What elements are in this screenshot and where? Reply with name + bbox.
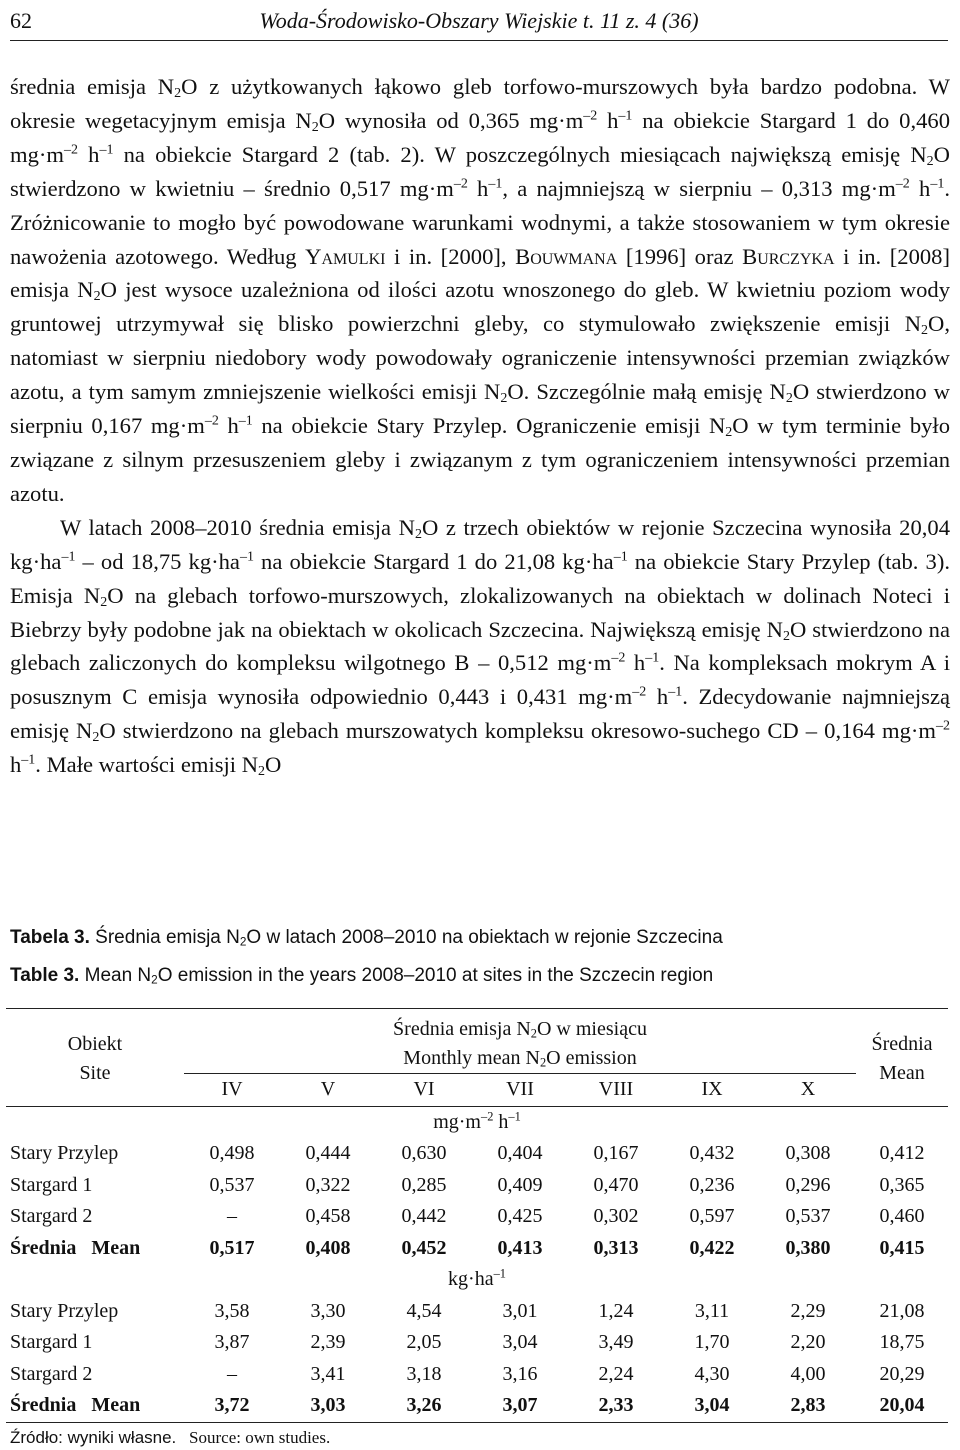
text-run: O wynosiła od 0,365 mg·m — [318, 107, 584, 133]
month-header: V — [280, 1074, 376, 1107]
table-row — [6, 1327, 948, 1359]
table-cell: 3,72 — [184, 1390, 280, 1422]
site-name: Stary Przylep — [10, 1299, 119, 1322]
text-run: Średnia emisja N — [89, 927, 240, 948]
text-run: –2 — [895, 176, 910, 192]
table-cell: 0,630 — [401, 1142, 447, 1165]
table-cell: 4,30 — [694, 1362, 730, 1385]
table-cell: 3,07 — [472, 1390, 568, 1422]
unit-row — [6, 1264, 948, 1296]
text-run: h — [625, 650, 646, 676]
text-run: O w latach 2008–2010 na obiektach w rejonie Szczecina — [246, 927, 723, 948]
text-run: Obiekt — [67, 1033, 123, 1056]
text-run: na obiekcie Stargard 1 do 21,08 kg·ha — [253, 548, 614, 574]
table-cell: 21,08 — [879, 1299, 925, 1322]
table-cell: 0,537 — [785, 1205, 831, 1228]
unit-label — [6, 1264, 948, 1296]
text-run: Mean — [879, 1062, 925, 1085]
table-cell: 20,29 — [879, 1362, 925, 1385]
table-cell: 2,24 — [598, 1362, 634, 1385]
text-run: i in. [2000], — [385, 243, 516, 269]
text-run: h — [10, 752, 22, 778]
text-run: 2 — [174, 86, 182, 102]
emission-table — [6, 1008, 948, 1423]
table-cell: 0,167 — [593, 1142, 639, 1165]
table-cell: – — [227, 1362, 237, 1385]
table-cell: 3,11 — [694, 1299, 730, 1322]
table-caption-en — [10, 965, 713, 987]
table-cell: 0,460 — [879, 1205, 925, 1228]
text-run: –1 — [668, 684, 683, 700]
text-run: . Na kompleksach mokrym A i posusznym C emisja wynosiła odpowiednio 0,443 i 0,431 mg·m — [10, 650, 950, 710]
text-run: 2 — [725, 425, 733, 441]
text-run: na obiekcie Stary Przylep. Ograniczenie emisji N — [252, 413, 726, 439]
text-run: Monthly mean N — [403, 1047, 540, 1069]
text-run: –2 — [632, 684, 647, 700]
table-cell: 2,83 — [760, 1390, 856, 1422]
table-cell: 0,296 — [785, 1173, 831, 1196]
text-run: 2 — [311, 119, 319, 135]
table-cell: 2,39 — [310, 1331, 346, 1354]
journal-title: Woda-Środowisko-Obszary Wiejskie t. 11 z. 4 (36) — [259, 8, 699, 33]
text-run: –1 — [508, 1109, 521, 1124]
table-cell: 3,87 — [214, 1331, 250, 1354]
text-run: –2 — [453, 176, 468, 192]
table-cell: 2,33 — [568, 1390, 664, 1422]
table-cell: 0,432 — [689, 1142, 735, 1165]
table-cell: 0,415 — [879, 1236, 925, 1259]
month-header: X — [760, 1074, 856, 1107]
text-run: –2 — [63, 142, 78, 158]
text-run: kg·ha — [448, 1268, 494, 1291]
text-run: Site — [79, 1062, 111, 1085]
text-run: Table 3. — [10, 965, 80, 986]
table-cell: 3,58 — [214, 1299, 250, 1322]
text-run: 2 — [921, 323, 929, 339]
table-cell: 0,302 — [593, 1205, 639, 1228]
text-run: 2 — [500, 391, 508, 407]
table-cell: 0,322 — [305, 1173, 351, 1196]
text-run: O emission in the years 2008–2010 at sites in the Szczecin region — [157, 965, 714, 986]
text-run: O z trzech obiektów w rejonie Szczecina wynosiła 20,04 kg·ha — [10, 514, 950, 574]
table-cell: 0,444 — [305, 1142, 351, 1165]
text-run: O stwierdzono w kwietniu – średnio 0,517 mg·m — [10, 141, 950, 201]
text-run: O na glebach torfowo-murszowych, zlokalizowanych na obiektach w dolinach Noteci i Biebrzy były podobne jak na obiektach w okolicach Szczecina. Największą emisję N — [10, 582, 951, 642]
table-cell: 0,409 — [497, 1173, 543, 1196]
body-text — [10, 70, 950, 782]
table-cell: 3,26 — [376, 1390, 472, 1422]
text-run: na obiekcie Stargard 1 do 0,460 mg·m — [10, 107, 950, 167]
text-run: na obiekcie Stary Przylep (tab. 3). Emisja N — [10, 548, 950, 608]
month-header: VI — [376, 1074, 472, 1107]
site-name: Stargard 2 — [10, 1205, 93, 1228]
text-run: od 18,75 kg·ha — [93, 548, 240, 574]
text-run: 2 — [258, 764, 266, 780]
author-citation: Yamulki — [305, 243, 386, 269]
table-row — [6, 1138, 948, 1170]
table-source — [10, 1428, 330, 1448]
table-cell: 1,70 — [694, 1331, 730, 1354]
table-header-row — [6, 1009, 948, 1074]
text-run: 2 — [530, 1026, 537, 1041]
paragraph-2 — [10, 511, 950, 782]
text-run: Tabela 3. — [10, 927, 90, 948]
text-run: , a najmniejszą w sierpniu – 0,313 mg·m — [502, 175, 896, 201]
text-run: 2 — [785, 391, 793, 407]
text-run: 2 — [782, 628, 790, 644]
text-run: średnia emisja N — [10, 74, 175, 99]
text-run: Source: own studies. — [189, 1428, 331, 1447]
monthly-group-header — [184, 1009, 856, 1074]
text-run: O, natomiast w sierpniu niedobory wody powodowały ograniczenie intensywności przemian związków azotu, a tym samym zmniejszenie wielkości emisji N — [10, 311, 950, 405]
text-run: –2 — [611, 650, 626, 666]
site-header — [6, 1009, 184, 1107]
table-row-mean — [6, 1233, 948, 1265]
table-cell: 0,404 — [497, 1142, 543, 1165]
table-row-mean — [6, 1390, 948, 1422]
table-cell: 0,442 — [401, 1205, 447, 1228]
table-row — [6, 1201, 948, 1233]
table-cell: 0,597 — [689, 1205, 735, 1228]
table-cell: 0,412 — [879, 1142, 925, 1165]
text-run: h — [77, 141, 100, 167]
table-cell: 0,313 — [593, 1236, 639, 1259]
site-name: Stary Przylep — [10, 1142, 119, 1165]
table-cell: 2,29 — [790, 1299, 826, 1322]
text-run: . Zdecydowanie najmniejszą emisję N — [10, 684, 950, 744]
text-run: h — [467, 175, 489, 201]
text-run: . Zróżnicowanie to mogło być powodowane warunkami wodnymi, a także stosowaniem w tym okresie nawożenia azotowego. Według — [10, 175, 950, 269]
text-run: . Małe wartości emisji N — [35, 752, 259, 778]
table-cell: 0,365 — [879, 1173, 925, 1196]
text-run: 2 — [151, 973, 158, 987]
table-cell: 3,03 — [280, 1390, 376, 1422]
text-run: mg·m — [433, 1110, 481, 1133]
text-run: –1 — [21, 752, 36, 768]
text-run: – — [75, 548, 94, 574]
table-cell: 2,20 — [790, 1331, 826, 1354]
table-cell: 0,285 — [401, 1173, 447, 1196]
text-run: –2 — [481, 1109, 494, 1124]
mean-header — [856, 1009, 948, 1107]
text-run: 2 — [92, 730, 100, 746]
text-run: –1 — [613, 549, 628, 565]
table-cell: 0,308 — [785, 1142, 831, 1165]
text-run: h — [909, 175, 931, 201]
text-run: [1996] oraz — [617, 243, 743, 269]
table-row — [6, 1359, 948, 1391]
table-row — [6, 1296, 948, 1328]
month-header: IX — [664, 1074, 760, 1107]
site-name: Średnia Mean — [6, 1390, 184, 1422]
text-run: O jest wysoce uzależniona od ilości azotu wnoszonego do gleb. W kwietniu poziom wody gruntowej utrzymywał się blisko powierzchni gleby, co stymulowało zwiększenie emisji N — [10, 277, 950, 337]
text-run: O w miesiącu — [536, 1018, 647, 1040]
text-run: O — [265, 752, 282, 778]
table-cell: 0,498 — [209, 1142, 255, 1165]
table-cell: 0,425 — [497, 1205, 543, 1228]
text-run: –1 — [493, 1266, 506, 1281]
text-run: –1 — [930, 176, 945, 192]
running-header — [10, 4, 948, 41]
table-cell: 18,75 — [879, 1331, 925, 1354]
text-run: O w tym terminie było związane z silnym przesuszeniem gleby i związanym z tym ograniczeniem intensywności przemian azotu. — [10, 413, 950, 506]
text-run: O stwierdzono na glebach zaliczonych do kompleksu wilgotnego B – 0,512 mg·m — [10, 616, 950, 676]
text-run: –2 — [936, 718, 950, 734]
text-run: Źródło: wyniki własne. — [10, 1428, 177, 1447]
table-cell: 3,49 — [598, 1331, 634, 1354]
text-run: –1 — [238, 413, 253, 429]
table-cell: 0,422 — [689, 1236, 735, 1259]
text-run: O stwierdzono w sierpniu 0,167 mg·m — [10, 379, 950, 439]
month-header: VIII — [568, 1074, 664, 1107]
unit-row — [6, 1106, 948, 1138]
unit-label — [6, 1106, 948, 1138]
table-caption-pl — [10, 927, 723, 949]
table-cell: 3,04 — [502, 1331, 538, 1354]
table-cell: 3,41 — [310, 1362, 346, 1385]
site-name: Stargard 2 — [10, 1362, 93, 1385]
author-citation: Burczyka — [742, 243, 835, 269]
month-header: VII — [472, 1074, 568, 1107]
text-run: h — [646, 684, 669, 710]
text-run: na obiekcie Stargard 2 (tab. 2). W poszczególnych miesiącach największą emisję N — [113, 141, 927, 167]
text-run: O emission — [546, 1047, 637, 1069]
month-header: IV — [184, 1074, 280, 1107]
table-cell: 3,04 — [664, 1390, 760, 1422]
table-cell: 20,04 — [856, 1390, 948, 1422]
text-run: h — [218, 413, 239, 439]
table-cell: 0,236 — [689, 1173, 735, 1196]
table-cell: 0,458 — [305, 1205, 351, 1228]
text-run: 2 — [926, 153, 934, 169]
table-cell: 0,452 — [401, 1236, 447, 1259]
text-run: i in. [2008] emisja N — [10, 243, 950, 303]
site-name: Średnia Mean — [10, 1236, 141, 1259]
table-cell: 4,54 — [406, 1299, 442, 1322]
text-run: 2 — [539, 1055, 547, 1070]
table-cell: 0,470 — [593, 1173, 639, 1196]
text-run: –1 — [645, 650, 660, 666]
table-cell: 0,380 — [785, 1236, 831, 1259]
text-run: –2 — [583, 108, 598, 124]
text-run: –1 — [239, 549, 254, 565]
text-run: –1 — [99, 142, 114, 158]
text-run: 2 — [100, 594, 108, 610]
table-cell: 0,408 — [305, 1236, 351, 1259]
author-citation: Bouwmana — [515, 243, 618, 269]
table-cell: 0,537 — [209, 1173, 255, 1196]
text-run: h — [493, 1110, 509, 1133]
table-cell: 2,05 — [406, 1331, 442, 1354]
table-row — [6, 1170, 948, 1202]
table-cell: 1,24 — [598, 1299, 634, 1322]
table-cell: 3,18 — [406, 1362, 442, 1385]
site-name: Stargard 1 — [10, 1173, 93, 1196]
text-run: 2 — [93, 289, 101, 305]
text-run: –2 — [204, 413, 219, 429]
table-cell: 3,30 — [310, 1299, 346, 1322]
text-run: Średnia emisja N — [393, 1018, 531, 1040]
table-cell: 0,517 — [209, 1236, 255, 1259]
site-name: Stargard 1 — [10, 1331, 93, 1354]
text-run: h — [597, 107, 619, 133]
text-run: 2 — [414, 526, 422, 542]
text-run: –1 — [61, 549, 76, 565]
text-run: 2 — [239, 935, 247, 949]
text-run: –1 — [618, 108, 633, 124]
text-run: –1 — [488, 176, 503, 192]
table-cell: 0,413 — [497, 1236, 543, 1259]
paragraph-1 — [10, 70, 950, 511]
text-run: O. Szczególnie małą emisję N — [507, 379, 786, 405]
table-cell: 3,16 — [502, 1362, 538, 1385]
text-run: Średnia — [871, 1033, 933, 1056]
text-run: O z użytkowanych łąkowo gleb torfowo-murszowych była bardzo podobna. W okresie wegetacyjnym emisja N — [10, 74, 950, 133]
text-run: O stwierdzono na glebach murszowatych kompleksu okresowo-suchego CD – 0,164 mg·m — [99, 718, 936, 744]
table-cell: 4,00 — [790, 1362, 826, 1385]
table-cell: 3,01 — [502, 1299, 538, 1322]
text-run: W latach 2008–2010 średnia emisja N — [60, 514, 415, 540]
page-number: 62 — [10, 8, 32, 33]
text-run: Mean N — [79, 965, 152, 986]
table-cell: – — [227, 1205, 237, 1228]
